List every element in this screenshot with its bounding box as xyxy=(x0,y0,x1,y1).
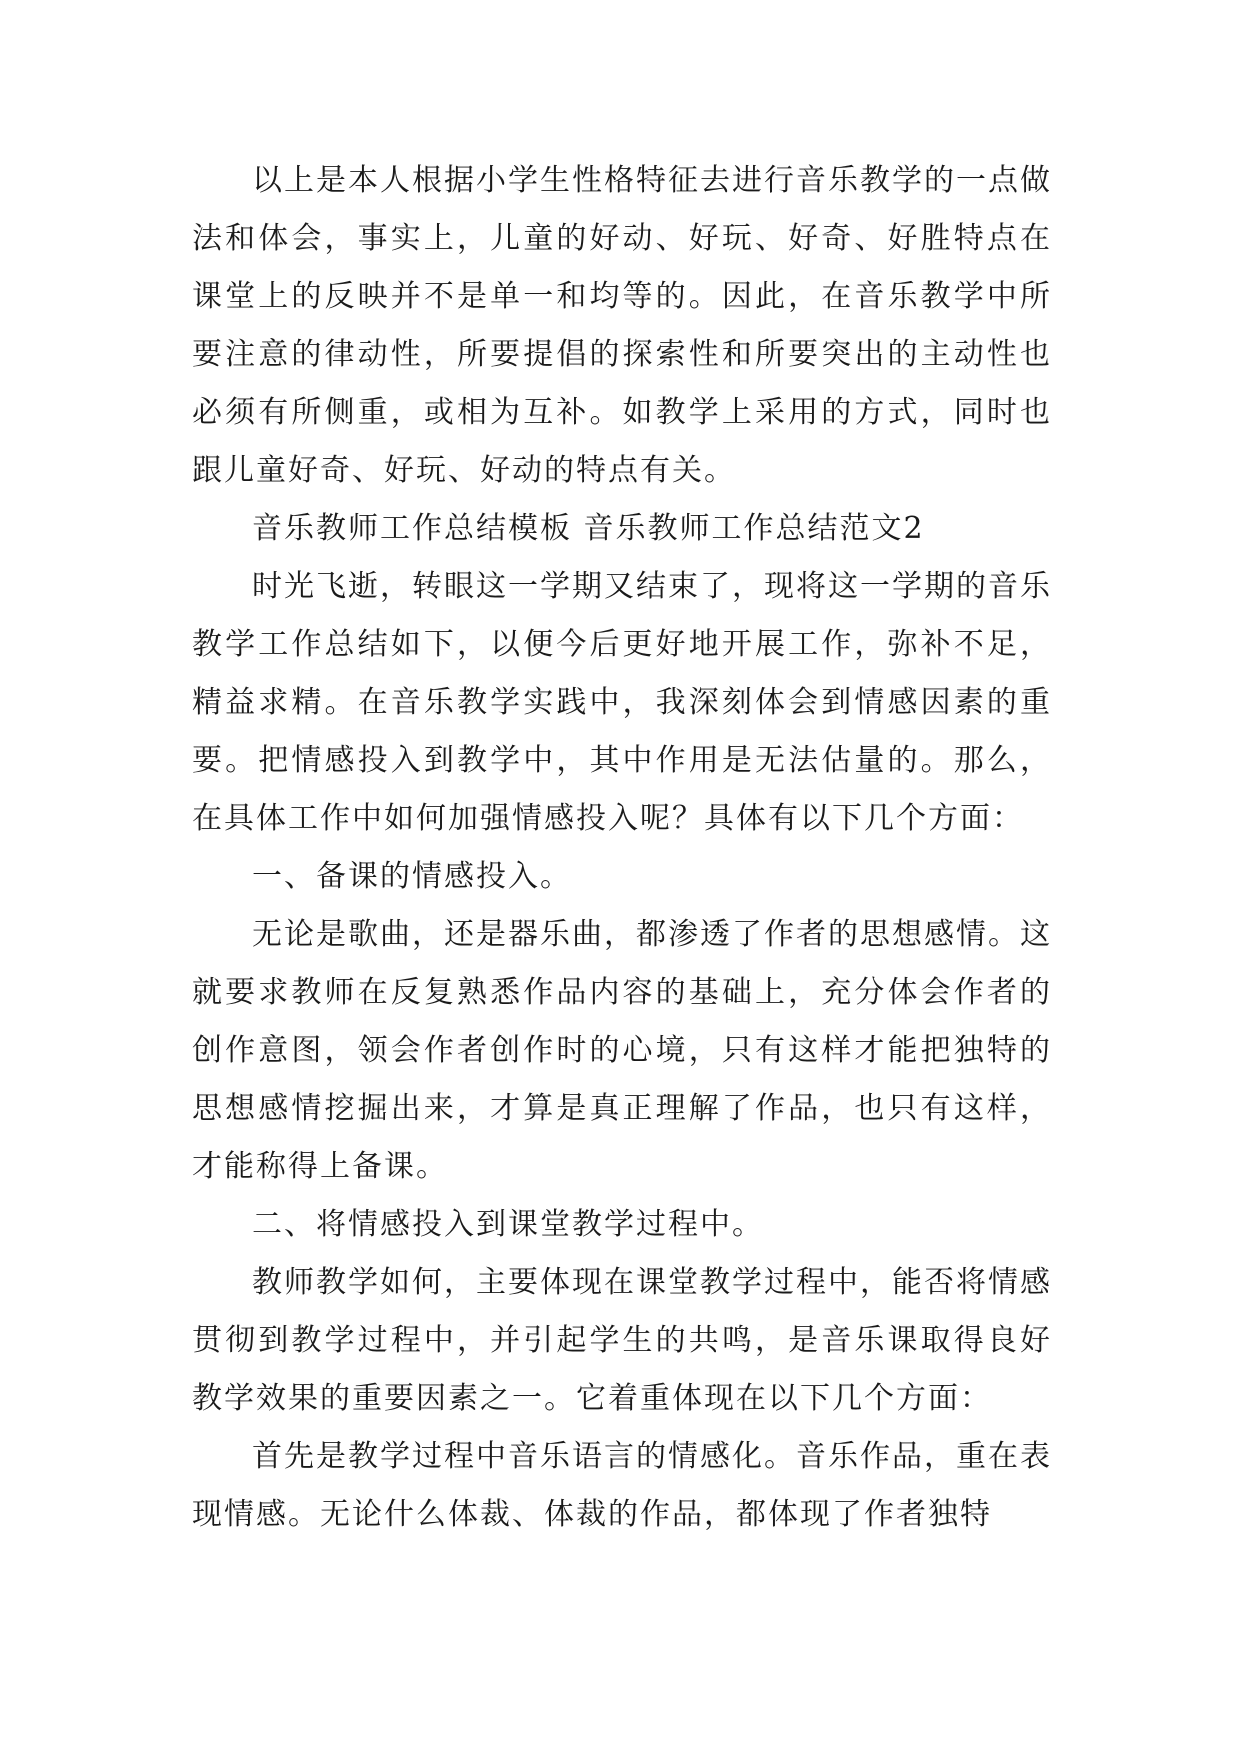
paragraph-intro: 时光飞逝，转眼这一学期又结束了，现将这一学期的音乐教学工作总结如下，以便今后更好地开展工作，弥补不足，精益求精。在音乐教学实践中，我深刻体会到情感因素的重要。把情感投入到教学中，其中作用是无法估量的。那么，在具体工作中如何加强情感投入呢？具体有以下几个方面： xyxy=(192,569,1052,836)
paragraph-summary: 以上是本人根据小学生性格特征去进行音乐教学的一点做法和体会，事实上，儿童的好动、好玩、好奇、好胜特点在课堂上的反映并不是单一和均等的。因此，在音乐教学中所要注意的律动性，所要提倡的探索性和所要突出的主动性也必须有所侧重，或相为互补。如教学上采用的方式，同时也跟儿童好奇、好玩、好动的特点有关。 xyxy=(192,163,1052,488)
heading-classroom: 二、将情感投入到课堂教学过程中。 xyxy=(252,1207,764,1242)
document-body xyxy=(192,152,1052,1544)
heading-lesson-prep: 一、备课的情感投入。 xyxy=(252,859,572,894)
paragraph-classroom: 教师教学如何，主要体现在课堂教学过程中，能否将情感贯彻到教学过程中，并引起学生的共鸣，是音乐课取得良好教学效果的重要因素之一。它着重体现在以下几个方面： xyxy=(192,1265,1052,1416)
section-title: 音乐教师工作总结模板 音乐教师工作总结范文2 xyxy=(252,511,925,546)
paragraph-music-language: 首先是教学过程中音乐语言的情感化。音乐作品，重在表现情感。无论什么体裁、体裁的作品，都体现了作者独特 xyxy=(192,1439,1052,1532)
paragraph-lesson-prep: 无论是歌曲，还是器乐曲，都渗透了作者的思想感情。这就要求教师在反复熟悉作品内容的基础上，充分体会作者的创作意图，领会作者创作时的心境，只有这样才能把独特的思想感情挖掘出来，才算是真正理解了作品，也只有这样，才能称得上备课。 xyxy=(192,917,1052,1184)
